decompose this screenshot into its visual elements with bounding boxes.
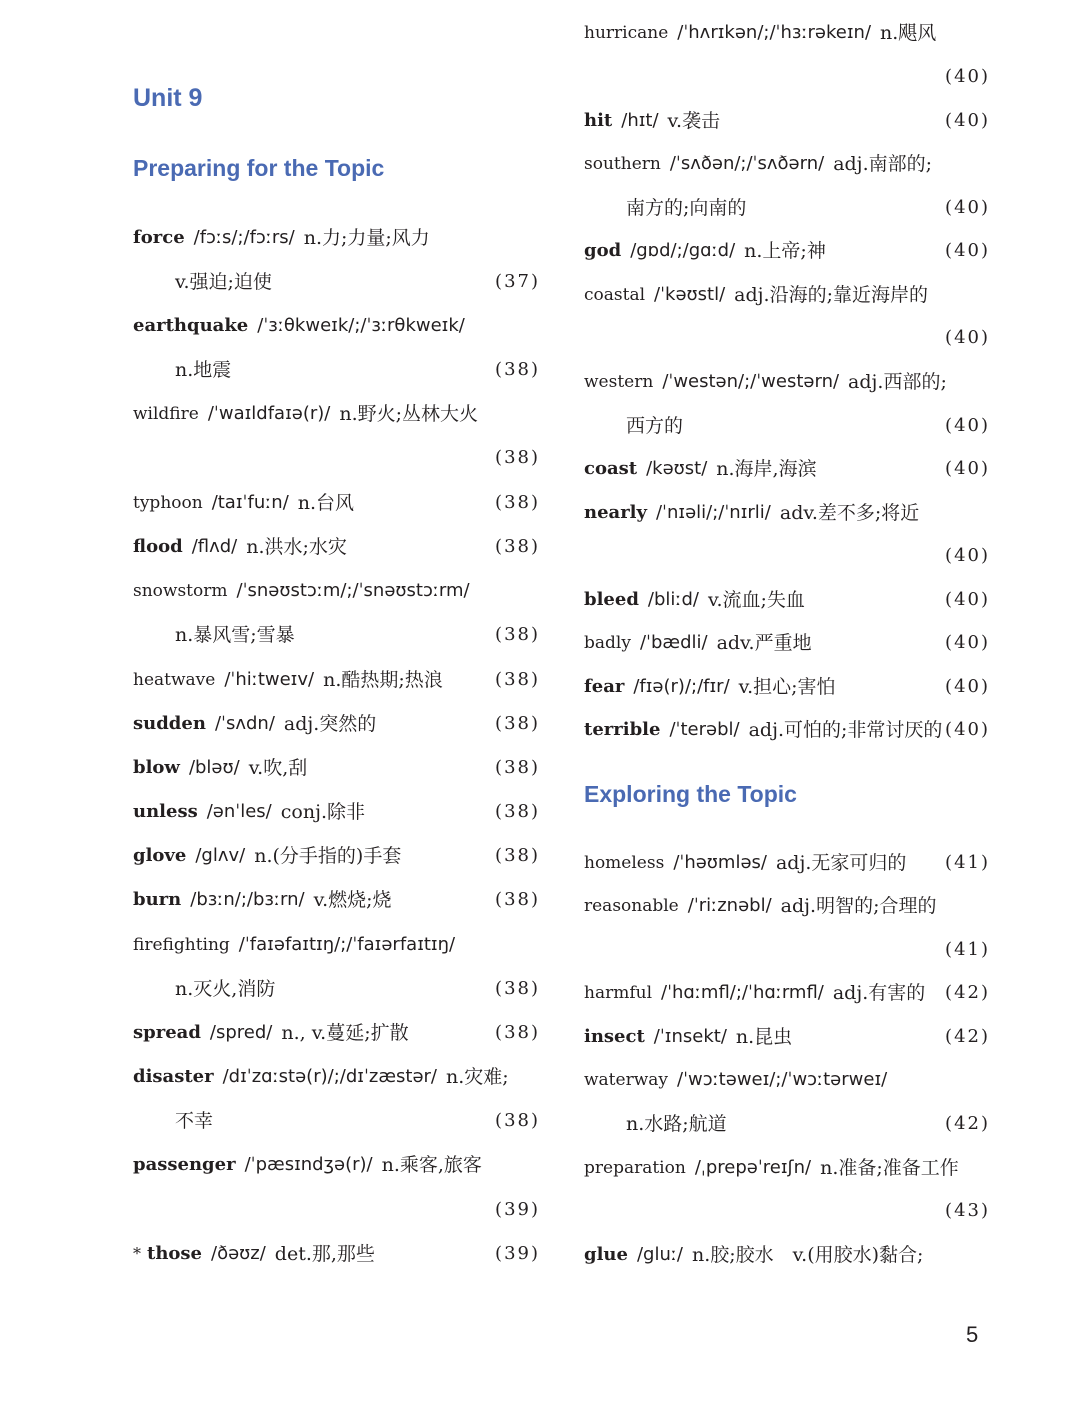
vocab-line	[584, 708, 990, 752]
definition: n.乘客,旅客	[381, 1154, 482, 1176]
phonetic: /ˈwestən/;/ˈwestərn/	[662, 371, 840, 392]
headword: badly	[584, 633, 631, 653]
definition: n.暴风雪;雪暴	[175, 624, 295, 646]
unit-title: Unit 9	[133, 84, 203, 112]
headword: nearly	[584, 502, 647, 523]
definition: adj.明智的;合理的	[780, 895, 937, 917]
vocab-line	[584, 534, 990, 578]
section-title-exploring: Exploring the Topic	[584, 781, 797, 807]
phonetic: /fɪə(r)/;/fɪr/	[633, 676, 730, 697]
page-ref: (42)	[945, 1026, 990, 1047]
definition: n.(分手指的)手套	[254, 845, 402, 867]
page-ref: (40)	[945, 545, 990, 566]
vocab-line	[584, 142, 990, 186]
vocab-line	[584, 229, 990, 273]
phonetic: /ˈsʌdn/	[214, 713, 275, 734]
phonetic: /ənˈles/	[206, 801, 272, 822]
definition: n.台风	[297, 492, 355, 514]
phonetic: /spred/	[209, 1022, 273, 1043]
page-ref: (40)	[945, 66, 990, 87]
phonetic: /gɒd/;/gɑːd/	[630, 240, 736, 261]
page-ref: (40)	[945, 719, 990, 740]
headword: fear	[584, 676, 625, 697]
vocab-line	[133, 923, 540, 967]
page-ref: (39)	[495, 1243, 540, 1264]
page-ref: (41)	[945, 939, 990, 960]
definition: 南方的;向南的	[626, 197, 747, 219]
page-ref: (38)	[495, 889, 540, 910]
vocab-line	[584, 99, 990, 143]
phonetic: /dɪˈzɑːstə(r)/;/dɪˈzæstər/	[222, 1066, 437, 1087]
definition: adj.南部的;	[833, 153, 933, 175]
definition: v.担心;害怕	[738, 676, 836, 698]
definition: n.力;力量;风力	[303, 227, 430, 249]
page-ref: (40)	[945, 415, 990, 436]
page-ref: (38)	[495, 845, 540, 866]
definition: n.昆虫	[735, 1026, 793, 1048]
phonetic: /ˈhʌrɪkən/;/ˈhɜːrəkeɪn/	[677, 22, 872, 43]
vocab-line	[584, 360, 990, 404]
phonetic: /ˈnɪəli/;/ˈnɪrli/	[655, 502, 771, 523]
page-ref: (40)	[945, 197, 990, 218]
phonetic: /ˈhəʊmləs/	[673, 852, 767, 873]
phonetic: /ˈkəʊstl/	[654, 284, 726, 305]
vocab-line	[133, 569, 540, 613]
definition: n.灭火,消防	[175, 978, 276, 1000]
definition: conj.除非	[280, 801, 365, 823]
vocab-line	[133, 348, 540, 392]
vocab-line	[584, 1015, 990, 1059]
vocab-line	[133, 436, 540, 480]
definition: adj.可怕的;非常讨厌的	[748, 719, 943, 741]
page-ref: (39)	[495, 1199, 540, 1220]
definition: adj.沿海的;靠近海岸的	[734, 284, 928, 306]
vocab-line	[584, 1233, 990, 1277]
phonetic: /glʌv/	[195, 845, 246, 866]
vocab-line	[584, 491, 990, 535]
page-ref: (41)	[945, 852, 990, 873]
phonetic: /fɔːs/;/fɔːrs/	[193, 227, 295, 248]
definition: v.流血;失血	[707, 589, 805, 611]
headword: glove	[133, 845, 187, 866]
page-ref: (37)	[495, 271, 540, 292]
vocab-line	[584, 273, 990, 317]
vocab-line	[584, 447, 990, 491]
page-ref: (38)	[495, 359, 540, 380]
phonetic: /ˈɜːθkweɪk/;/ˈɜːrθkweɪk/	[257, 315, 465, 336]
vocab-line	[133, 525, 540, 569]
page-ref: (38)	[495, 669, 540, 690]
vocab-line	[133, 392, 540, 436]
headword: typhoon	[133, 493, 203, 513]
phonetic: /taɪˈfuːn/	[211, 492, 289, 513]
headword: preparation	[584, 1158, 686, 1178]
headword: burn	[133, 889, 182, 910]
vocab-line	[133, 834, 540, 878]
headword: flood	[133, 536, 183, 557]
headword: spread	[133, 1022, 201, 1043]
headword: wildfire	[133, 404, 199, 424]
phonetic: /ˈsnəʊstɔːm/;/ˈsnəʊstɔːrm/	[236, 580, 470, 601]
headword: reasonable	[584, 896, 679, 916]
definition: n.灾难;	[445, 1066, 509, 1088]
headword: southern	[584, 154, 661, 174]
headword: sudden	[133, 713, 206, 734]
definition: n.胶;胶水 v.(用胶水)黏合;	[692, 1244, 924, 1266]
phonetic: /bliːd/	[647, 589, 699, 610]
vocab-line	[133, 878, 540, 922]
page-ref: (38)	[495, 1022, 540, 1043]
vocab-line	[133, 1055, 540, 1099]
vocab-line	[584, 928, 990, 972]
page-ref: (38)	[495, 536, 540, 557]
headword: earthquake	[133, 315, 249, 336]
definition: n.准备;准备工作	[820, 1157, 959, 1179]
headword: snowstorm	[133, 581, 228, 601]
headword: terrible	[584, 719, 661, 740]
vocab-line	[584, 1146, 990, 1190]
phonetic: /ˈsʌðən/;/ˈsʌðərn/	[669, 153, 825, 174]
phonetic: /ˈhɑːmfl/;/ˈhɑːrmfl/	[661, 982, 824, 1003]
vocab-line	[133, 1188, 540, 1232]
headword: those	[147, 1243, 202, 1264]
phonetic: /kəʊst/	[646, 458, 708, 479]
phonetic: /ˈriːznəbl/	[687, 895, 772, 916]
phonetic: /ˈpæsɪndʒə(r)/	[244, 1154, 373, 1175]
phonetic: /gluː/	[636, 1244, 683, 1265]
phonetic: /ˌprepəˈreɪʃn/	[694, 1157, 812, 1178]
page-ref: (40)	[945, 632, 990, 653]
headword: western	[584, 372, 654, 392]
definition: n.水路;航道	[626, 1113, 727, 1135]
asterisk-mark: *	[133, 1244, 141, 1263]
phonetic: /ðəʊz/	[211, 1243, 266, 1264]
headword: firefighting	[133, 935, 230, 955]
headword: god	[584, 240, 622, 261]
definition: n.上帝;神	[744, 240, 826, 262]
headword: unless	[133, 801, 198, 822]
phonetic: /ˈwaɪldfaɪə(r)/	[207, 403, 331, 424]
definition: n.酷热期;热浪	[323, 669, 443, 691]
page-ref: (38)	[495, 447, 540, 468]
phonetic: /ˈbædli/	[639, 632, 708, 653]
vocab-line	[584, 884, 990, 928]
vocab-line	[133, 216, 540, 260]
page-ref: (40)	[945, 240, 990, 261]
vocab-line	[584, 11, 990, 55]
definition: v.袭击	[667, 110, 721, 132]
definition: n.地震	[175, 359, 232, 381]
headword: homeless	[584, 853, 665, 873]
vocab-line	[133, 1143, 540, 1187]
vocab-line	[584, 1189, 990, 1233]
vocab-line	[584, 1102, 990, 1146]
page-ref: (38)	[495, 492, 540, 513]
definition: 西方的	[626, 415, 684, 437]
definition: n.海岸,海滨	[716, 458, 817, 480]
vocab-line	[133, 481, 540, 525]
vocab-line	[584, 841, 990, 885]
definition: adv.差不多;将近	[779, 502, 920, 524]
page-ref: (38)	[495, 757, 540, 778]
headword: glue	[584, 1244, 628, 1265]
phonetic: /flʌd/	[191, 536, 238, 557]
headword: harmful	[584, 983, 653, 1003]
phonetic: /hɪt/	[621, 110, 659, 131]
page-ref: (38)	[495, 713, 540, 734]
definition: adj.西部的;	[848, 371, 947, 393]
page-ref: (40)	[945, 589, 990, 610]
phonetic: /ˈwɔːtəweɪ/;/ˈwɔːtərweɪ/	[677, 1069, 888, 1090]
headword: coast	[584, 458, 638, 479]
vocab-line	[584, 316, 990, 360]
headword: bleed	[584, 589, 639, 610]
page-ref: (43)	[945, 1200, 990, 1221]
definition: v.燃烧;烧	[313, 889, 392, 911]
definition: adj.无家可归的	[775, 852, 907, 874]
page-ref: (40)	[945, 110, 990, 131]
vocab-line	[133, 1011, 540, 1055]
definition: n., v.蔓延;扩散	[281, 1022, 409, 1044]
vocab-line	[584, 55, 990, 99]
vocab-line	[584, 971, 990, 1015]
headword: force	[133, 227, 185, 248]
vocab-line	[133, 967, 540, 1011]
definition: v.强迫;迫使	[175, 271, 272, 293]
definition: v.吹,刮	[248, 757, 308, 779]
definition: adj.突然的	[283, 713, 377, 735]
definition: n.野火;丛林大火	[339, 403, 479, 425]
headword: heatwave	[133, 670, 216, 690]
vocab-line	[133, 613, 540, 657]
page-ref: (40)	[945, 676, 990, 697]
definition: n.飓风	[880, 22, 937, 44]
headword: coastal	[584, 285, 646, 305]
page-ref: (42)	[945, 1113, 990, 1134]
page-ref: (38)	[495, 1110, 540, 1131]
phonetic: /ˈɪnsekt/	[653, 1026, 727, 1047]
page-ref: (38)	[495, 978, 540, 999]
definition: det.那,那些	[274, 1243, 375, 1265]
vocab-line	[584, 665, 990, 709]
page-number: 5	[966, 1322, 979, 1347]
page-ref: (42)	[945, 982, 990, 1003]
headword: waterway	[584, 1070, 668, 1090]
vocab-line	[133, 746, 540, 790]
headword: disaster	[133, 1066, 214, 1087]
vocab-line	[584, 186, 990, 230]
phonetic: /ˈterəbl/	[669, 719, 740, 740]
definition: adj.有害的	[832, 982, 926, 1004]
vocab-line	[133, 1099, 540, 1143]
phonetic: /bɜːn/;/bɜːrn/	[190, 889, 305, 910]
definition: n.洪水;水灾	[246, 536, 347, 558]
headword: blow	[133, 757, 180, 778]
vocab-line	[133, 260, 540, 304]
page-ref: (38)	[495, 801, 540, 822]
headword: insect	[584, 1026, 645, 1047]
vocab-line	[133, 1232, 540, 1276]
vocab-line	[133, 790, 540, 834]
phonetic: /ˈhiːtweɪv/	[224, 669, 315, 690]
vocab-line	[584, 1058, 990, 1102]
definition: 不幸	[175, 1110, 214, 1132]
vocab-line	[584, 404, 990, 448]
vocab-line	[584, 578, 990, 622]
section-title-preparing: Preparing for the Topic	[133, 155, 385, 181]
page-ref: (38)	[495, 624, 540, 645]
headword: passenger	[133, 1154, 236, 1175]
vocab-line	[133, 304, 540, 348]
definition: adv.严重地	[716, 632, 812, 654]
page-ref: (40)	[945, 458, 990, 479]
headword: hit	[584, 110, 613, 131]
vocab-line	[133, 658, 540, 702]
phonetic: /ˈfaɪəfaɪtɪŋ/;/ˈfaɪərfaɪtɪŋ/	[238, 934, 456, 955]
phonetic: /bləʊ/	[188, 757, 240, 778]
headword: hurricane	[584, 23, 669, 43]
vocab-line	[584, 621, 990, 665]
vocab-line	[133, 702, 540, 746]
page-ref: (40)	[945, 327, 990, 348]
